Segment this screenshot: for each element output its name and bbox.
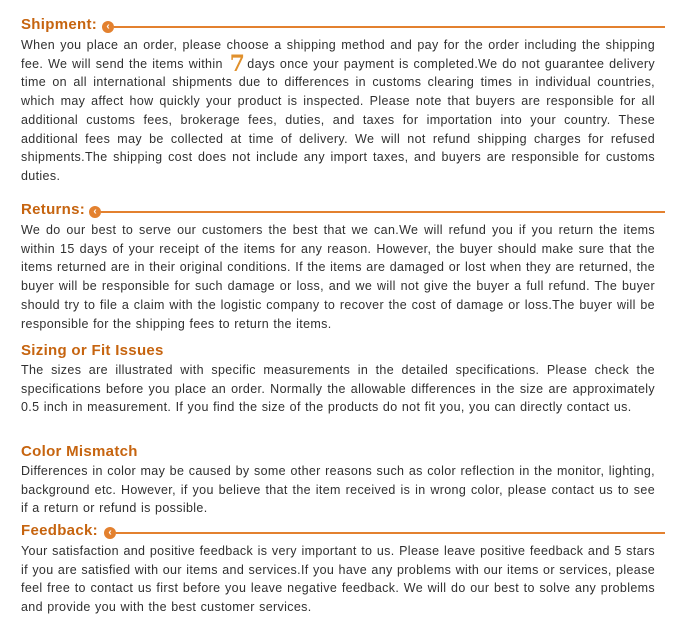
returns-header: [21, 199, 655, 221]
returns-title: Returns:: [21, 201, 86, 218]
feedback-header: [21, 520, 655, 542]
sizing-title: Sizing or Fit Issues: [21, 342, 164, 359]
shipment-title: Shipment:: [21, 16, 98, 33]
chevron-left-icon: ‹: [89, 206, 101, 218]
shipment-text-part1: When you place an order, please choose a shipping method and pay for the order including the shipping fee. We will send the items within: [21, 38, 655, 71]
feedback-title: Feedback:: [21, 522, 98, 539]
feedback-text: Your satisfaction and positive feedback is very important to us. Please leave positive feedback and 5 stars if you are satisfied with our items and services.If you have any problems with our items or services, please feel free to contact us first before you leave negative feedback. We will do our best to solve any problems and provide you with the best customer services.: [21, 544, 655, 615]
section-divider: [116, 532, 665, 534]
section-divider: [114, 26, 665, 28]
returns-text: We do our best to serve our customers the best that we can.We will refund you if you return the items within 15 days of your receipt of the items for any reason. However, the buyer should make sure that the items returned are in their original conditions. If the items are damaged or lost when they are returned, the buyer will be responsible for such damage or loss, and we will not give the buyer a full refund. The buyer should try to file a claim with the logistic company to recover the cost of damage or loss.The buyer will be responsible for the shipping fees to return the items.: [21, 223, 655, 331]
chevron-left-icon: ‹: [102, 21, 114, 33]
sizing-text: The sizes are illustrated with specific measurements in the detailed specifications. Please check the specifications before you place an order. Normally the allowable differences in the size are approximately 0.5 inch in measurement. If you find the size of the products do not fit you, you can directly contact us.: [21, 363, 655, 415]
section-divider: [101, 211, 665, 213]
shipment-text-part2: days once your payment is completed.We do not guarantee delivery time on all international shipments due to differences in customs clearing times in individual countries, which may affect how quickly your product is inspected. Please note that buyers are responsible for all additional customs fees, brokerage fees, duties, and taxes for importation into your country. These additional fees may be collected at time of delivery. We will not refund shipping charges for refused shipments.The shipping cost does not include any import taxes, and buyers are responsible for customs duties.: [21, 56, 656, 183]
feedback-section: [21, 520, 655, 617]
shipment-header: [21, 14, 655, 36]
returns-section: [21, 199, 655, 333]
color-title: Color Mismatch: [21, 443, 138, 460]
color-text: Differences in color may be caused by some other reasons such as color reflection in the monitor, lighting, background etc. However, if you believe that the item received is in wrong color, please contact us to see if a return or refund is possible.: [21, 464, 655, 516]
shipment-text: [21, 36, 655, 186]
shipment-section: [21, 14, 655, 186]
sizing-section: [21, 342, 655, 417]
shipping-days-highlight: 7: [229, 50, 246, 77]
color-section: [21, 443, 655, 518]
chevron-left-icon: ‹: [104, 527, 116, 539]
